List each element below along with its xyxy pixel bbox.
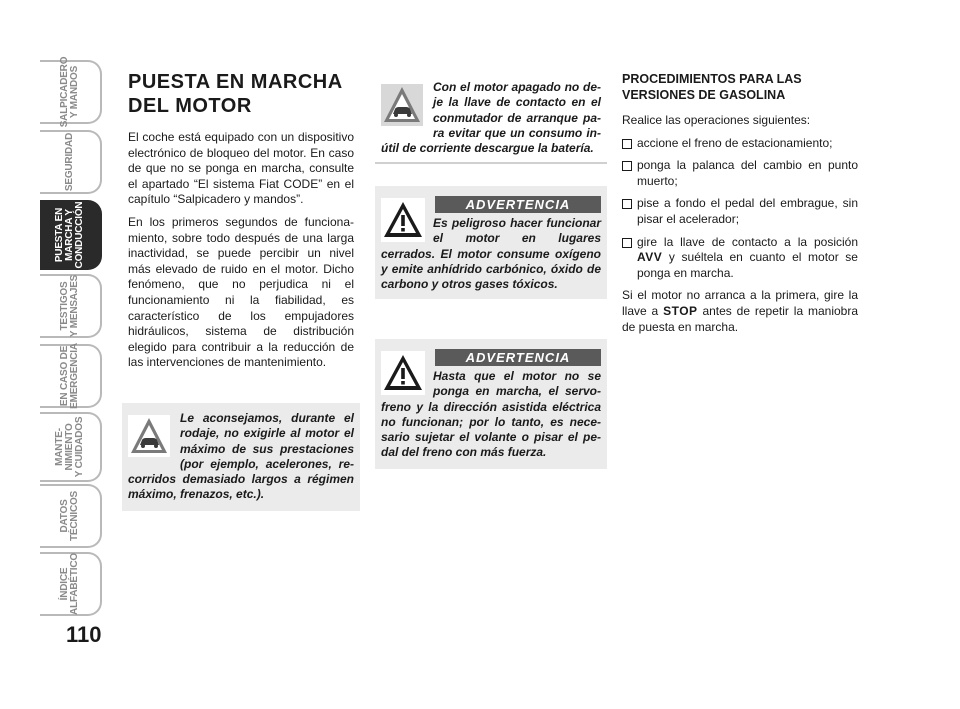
outro-text: Si el motor no arranca a la primera, gire la llave a — [622, 288, 858, 318]
procedure-title: PROCEDIMIENTOS PARA LAS VERSIONES DE GASOLINA — [622, 72, 802, 102]
battery-note-text: Con el motor apagado no deje la llave de contacto en el conmutador de arranque para evitar que un consumo inútil de corriente descargue la batería. — [381, 80, 601, 156]
paragraph-engine-noise: En los primeros segundos de funcionamiento, sobre todo después de una larga inactividad, se puede percibir un nivel más elevado de ruido en el motor. Dicho fenómeno, que no perjudica ni el funcionamiento ni la fiabilidad, es característico de los empujadores hidráulicos, sistema de distribución elegido para contribuir a la reducción de las intervenciones de mantenimiento. — [128, 214, 354, 370]
checkbox-bullet-icon — [622, 161, 632, 171]
warning-label: ADVERTENCIA — [435, 349, 601, 366]
paragraph-immobilizer: El coche está equipado con un dispositivo electrónico de bloqueo del motor. En caso de que no se ponga en marcha, consulte el apartado “El sistema Fiat CODE” en el capítulo “Salpicadero y mandos”. — [128, 130, 354, 207]
tab-label: DATOS TÉCNICOS — [59, 490, 80, 542]
tab-label: PUESTA EN MARCHA Y CONDUCCIÓN — [54, 201, 85, 269]
page-title-line1: PUESTA EN MARCHA — [128, 71, 343, 93]
key-position-avv: AVV — [637, 250, 663, 265]
intro-column — [128, 70, 354, 378]
key-position-stop: STOP — [663, 303, 698, 318]
tab-datos-tecnicos[interactable] — [40, 484, 102, 548]
warning-icon — [381, 351, 423, 393]
warning-power-steering-text: Hasta que el motor no se ponga en marcha, el servofreno y la dirección asistida eléctrica no funcionan; por lo tanto, es necesario sujetar el volante o pisar el pedal del freno con más fuerza. — [381, 369, 601, 460]
step-text: pise a fondo el pedal del embrague, sin pisar el acelerador; — [637, 196, 858, 226]
warning-closed-spaces-text: Es peligroso hacer funcionar el motor en lugares cerrados. El motor consume oxígeno y emite anhídrido carbónico, óxido de carbono y otros gases tóxicos. — [381, 216, 601, 292]
battery-note — [375, 70, 607, 164]
tab-label: TESTIGOS Y MENSAJES — [59, 274, 80, 338]
procedure-column — [622, 72, 858, 342]
procedure-outro — [622, 288, 858, 335]
tab-label: EN CASO DE EMERGENCIA — [59, 343, 80, 409]
tab-salpicadero[interactable] — [40, 56, 102, 128]
step-text: y suéltela en cuanto el motor se ponga en marcha. — [637, 250, 858, 280]
warning-closed-spaces — [375, 186, 607, 299]
list-item — [622, 196, 858, 227]
list-item — [622, 158, 858, 189]
warning-power-steering — [375, 339, 607, 469]
checkbox-bullet-icon — [622, 238, 632, 248]
page-title — [128, 70, 354, 118]
procedure-steps — [622, 136, 858, 282]
car-caution-icon — [381, 84, 423, 126]
tab-emergencia[interactable] — [40, 344, 102, 408]
page-number: 110 — [66, 622, 102, 647]
tab-testigos[interactable] — [40, 274, 102, 338]
step-text: ponga la palanca del cambio en punto muerto; — [637, 158, 858, 188]
step-text: gire la llave de contacto a la posición — [637, 234, 858, 249]
running-in-text: Le aconsejamos, durante el rodaje, no exigirle al motor el máximo de sus prestaciones (por ejemplo, acelerones, recorridos demasiado largos a régimen máximo, frenazos, etc.). — [128, 411, 354, 502]
tab-mantenimiento[interactable] — [40, 412, 102, 482]
tab-label: SEGURIDAD — [64, 132, 75, 192]
tab-label: MANTE- NIMIENTO Y CUIDADOS — [54, 416, 85, 478]
checkbox-bullet-icon — [622, 139, 632, 149]
tab-label: SALPICADERO Y MANDOS — [59, 56, 80, 128]
tab-label: ÍNDICE ALFABÉTICO — [59, 553, 80, 615]
car-caution-icon — [128, 415, 170, 457]
tab-puesta-en-marcha[interactable] — [40, 200, 102, 270]
warning-icon — [381, 198, 423, 240]
running-in-note — [122, 403, 360, 511]
procedure-intro: Realice las operaciones siguientes: — [622, 113, 811, 127]
tab-seguridad[interactable] — [40, 130, 102, 194]
outro-text: antes de repetir la maniobra de puesta en marcha. — [622, 303, 859, 334]
page-title-line2: DEL MOTOR — [128, 95, 252, 117]
tab-indice[interactable] — [40, 552, 102, 616]
list-item — [622, 136, 858, 152]
checkbox-bullet-icon — [622, 199, 632, 209]
warning-label: ADVERTENCIA — [435, 196, 601, 213]
step-text: accione el freno de estacionamiento; — [637, 135, 833, 150]
list-item — [622, 235, 858, 282]
